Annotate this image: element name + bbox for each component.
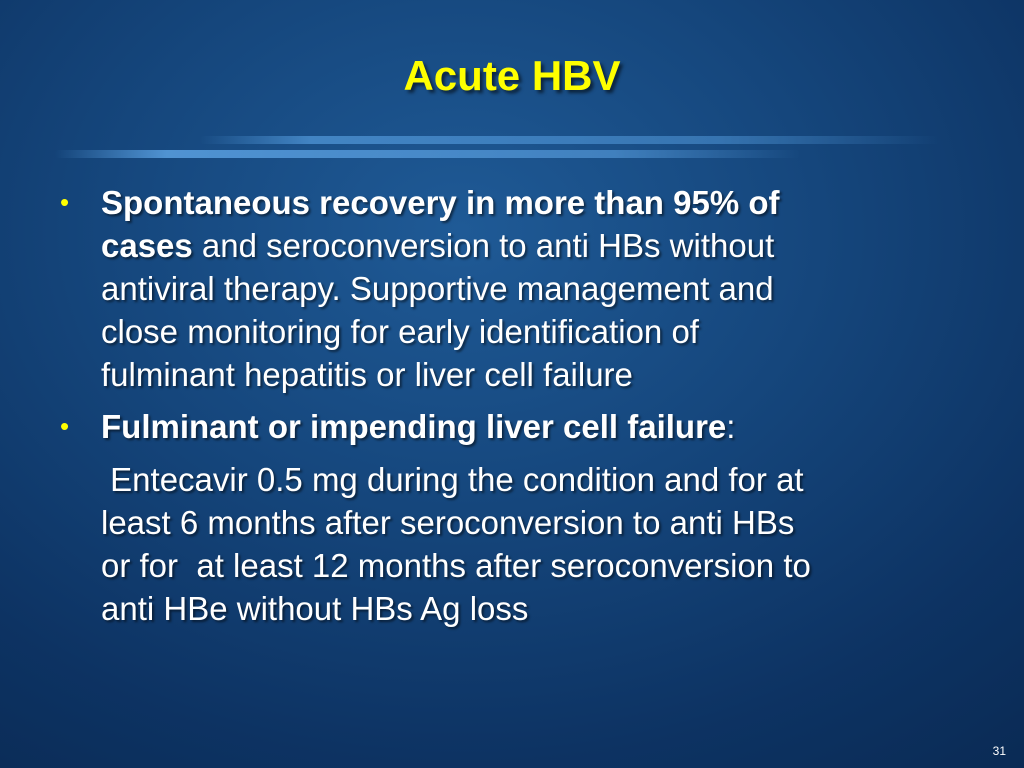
text-line: fulminant hepatitis or liver cell failure	[101, 356, 633, 393]
bullet-item-recovery	[101, 181, 981, 396]
text-line	[101, 181, 981, 224]
bullet-marker: •	[60, 187, 70, 217]
bullet-marker: •	[60, 411, 70, 441]
bold-lead-text: Fulminant or impending liver cell failure	[101, 408, 727, 445]
body-text: and seroconversion to anti HBs without	[192, 227, 775, 264]
text-line	[101, 224, 981, 267]
body-text: :	[726, 408, 736, 445]
text-line: or for at least 12 months after seroconversion to	[101, 547, 811, 584]
text-line	[101, 405, 981, 448]
bold-lead-text: Spontaneous recovery in more than 95% of	[101, 184, 780, 221]
bullet-item-fulminant	[101, 405, 981, 448]
slide-number: 31	[992, 744, 1006, 758]
text-line: close monitoring for early identification of	[101, 313, 699, 350]
text-line: Entecavir 0.5 mg during the condition and for at	[101, 461, 804, 498]
bold-lead-text: cases	[101, 227, 193, 264]
text-line: anti HBe without HBs Ag loss	[101, 590, 529, 627]
text-line: antiviral therapy. Supportive management and	[101, 270, 774, 307]
slide-title: Acute HBV	[403, 52, 621, 99]
text-line: least 6 months after seroconversion to anti HBs	[101, 504, 795, 541]
bullet-continuation-entecavir	[101, 458, 981, 630]
